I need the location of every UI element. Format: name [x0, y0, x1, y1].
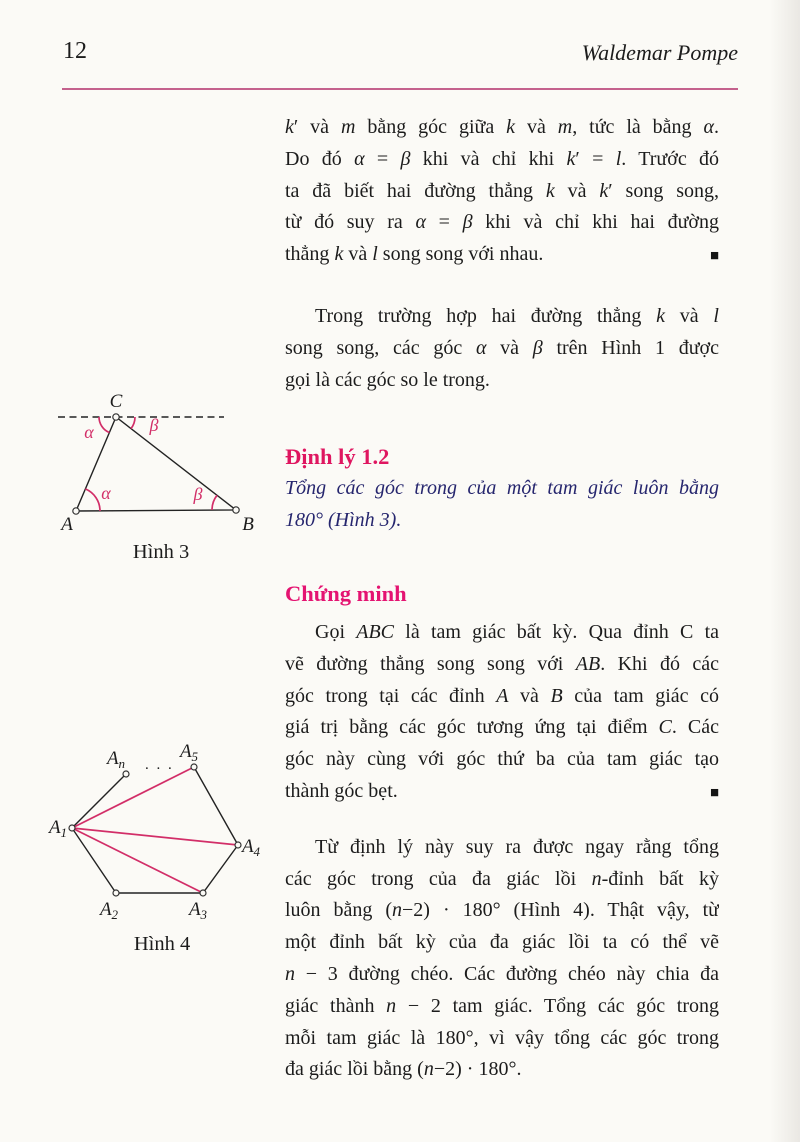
- text-line: một đỉnh bất kỳ của đa giác lồi ta có thể vẽ: [285, 931, 719, 954]
- figure-4: [25, 735, 285, 964]
- vertex-dot-a: [73, 508, 79, 514]
- text-line: 180° (Hình 3).: [285, 509, 402, 532]
- theorem-heading: Định lý 1.2: [285, 444, 390, 470]
- text-line-content: thẳng k và l song song với nhau.: [285, 243, 544, 266]
- vertex-label-b: B: [242, 514, 254, 535]
- text-line: ta đã biết hai đường thẳng k và k′ song song,: [285, 179, 719, 202]
- vertex-label-a1: $A_1$: [48, 817, 68, 840]
- header-rule: [62, 88, 738, 90]
- figure-3-caption: Hình 3: [132, 541, 190, 563]
- angle-arc-alpha-at-c: [99, 417, 109, 433]
- text-line: giác thành n − 2 tam giác. Tổng các góc trong: [285, 994, 719, 1017]
- page-number: 12: [63, 38, 87, 64]
- paragraph-2: [285, 301, 719, 396]
- text-line: n − 3 đường chéo. Các đường chéo này chia đa: [285, 962, 719, 985]
- angle-label-alpha-at-c: α: [84, 422, 94, 442]
- figure-4-caption: Hình 4: [133, 933, 191, 955]
- vertex-dot-a3: [200, 890, 206, 896]
- vertex-label-a: A: [61, 514, 73, 535]
- angle-arc-alpha-at-a: [85, 489, 100, 511]
- vertex-label-an: $A_n$: [106, 748, 126, 771]
- vertex-dot-a4: [235, 842, 241, 848]
- paragraph-3: [285, 832, 719, 1086]
- text-column: [285, 112, 719, 1086]
- figure-4-drawing: [25, 735, 285, 959]
- angle-arc-beta-at-c: [131, 417, 135, 429]
- figure-3: [30, 390, 260, 573]
- proof-heading: Chứng minh: [285, 580, 407, 606]
- vertex-label-a5: $A_5$: [179, 741, 199, 764]
- ellipsis-dots: . . .: [145, 757, 174, 773]
- text-line: song song, các góc α và β trên Hình 1 được: [285, 336, 719, 359]
- text-line: gọi là các góc so le trong.: [285, 368, 490, 391]
- text-line: vẽ đường thẳng song song với AB. Khi đó các: [285, 652, 719, 675]
- text-line: giá trị bằng các góc tương ứng tại điểm C. Các: [285, 716, 719, 739]
- text-line: Từ định lý này suy ra được ngay rằng tổng: [315, 835, 719, 858]
- angle-label-beta-at-b: β: [193, 484, 203, 504]
- qed-square: ■: [709, 248, 719, 265]
- diagonal-a1-a5: [72, 767, 194, 828]
- vertex-dot-a1: [69, 825, 75, 831]
- vertex-dot-an: [123, 771, 129, 777]
- text-line: [285, 776, 719, 810]
- text-line-content: thành góc bẹt.: [285, 779, 398, 802]
- running-head-author: Waldemar Pompe: [581, 40, 738, 65]
- paragraph-1: [285, 112, 719, 273]
- angle-label-alpha-at-a: α: [101, 483, 111, 503]
- vertex-label-c: C: [109, 391, 123, 412]
- angle-arc-beta-at-b: [212, 495, 217, 510]
- text-line: Tổng các góc trong của một tam giác luôn bằng: [285, 477, 719, 500]
- vertex-label-a4: $A_4$: [241, 836, 261, 859]
- diagonal-a1-a4: [72, 828, 238, 845]
- diagonal-a1-a3: [72, 828, 203, 893]
- theorem-1-2: [285, 440, 719, 537]
- text-line: đa giác lồi bằng (n−2) · 180°.: [285, 1058, 522, 1081]
- vertex-dot-a5: [191, 764, 197, 770]
- vertex-dot-b: [233, 507, 239, 513]
- figure-3-drawing: [30, 390, 260, 568]
- text-line: Gọi ABC là tam giác bất kỳ. Qua đỉnh C ta: [315, 620, 719, 643]
- text-line: góc này cùng với góc thứ ba của tam giác tạo: [285, 748, 719, 771]
- qed-square: ■: [709, 784, 719, 801]
- proof-paragraph: [285, 617, 719, 810]
- angle-label-beta-at-c: β: [149, 415, 159, 435]
- text-line: Trong trường hợp hai đường thẳng k và l: [315, 304, 719, 327]
- text-line: từ đó suy ra α = β khi và chỉ khi hai đường: [285, 211, 719, 234]
- vertex-dot-a2: [113, 890, 119, 896]
- text-line: Do đó α = β khi và chỉ khi k′ = l. Trước đó: [285, 147, 719, 170]
- text-line: luôn bằng (n−2) · 180° (Hình 4). Thật vậy, từ: [285, 899, 719, 922]
- vertex-label-a2: $A_2$: [99, 899, 119, 922]
- text-line: mỗi tam giác là 180°, vì vậy tổng các góc trong: [285, 1026, 719, 1049]
- theorem-statement: [285, 473, 719, 537]
- text-line: k′ và m bằng góc giữa k và m, tức là bằng α.: [285, 116, 719, 138]
- vertex-label-a3: $A_3$: [188, 899, 208, 922]
- text-line: [285, 239, 719, 273]
- text-line: các góc trong của đa giác lồi n-đỉnh bất kỳ: [285, 867, 719, 890]
- text-line: góc trong tại các đỉnh A và B của tam giác có: [285, 684, 719, 707]
- vertex-dot-c: [113, 414, 119, 420]
